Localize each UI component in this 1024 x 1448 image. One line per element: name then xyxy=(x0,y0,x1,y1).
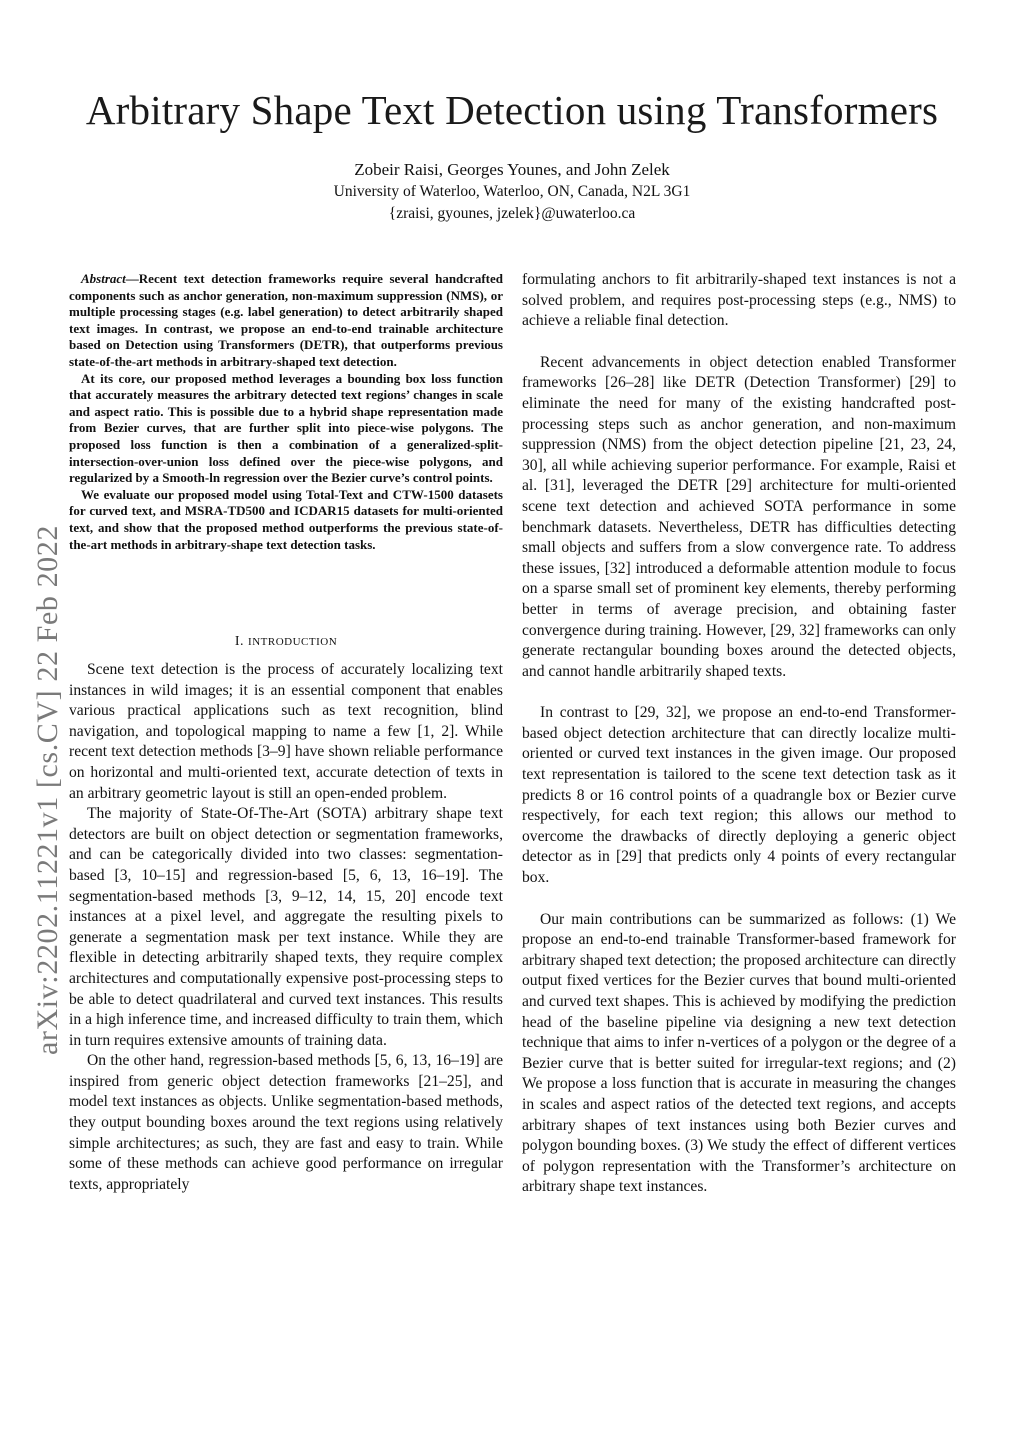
abstract xyxy=(69,271,503,553)
abstract-paragraph: We evaluate our proposed model using Total-Text and CTW-1500 datasets for curved text, and MSRA-TD500 and ICDAR15 datasets for multi-oriented text, and show that the proposed method outperforms the previous state-of-the-art methods in arbitrary-shape text detection tasks. xyxy=(69,486,503,552)
section-heading-introduction xyxy=(69,633,503,651)
intro-paragraph: On the other hand, regression-based methods [5, 6, 13, 16–19] are inspired from generic object detection frameworks [21–25], and model text instances as objects. Unlike segmentation-based methods, they output bounding boxes around the text regions using relatively simple architectures; as such, they are fast and easy to train. While some of these methods can achieve good performance on irregular texts, appropriately xyxy=(69,1052,503,1193)
body-paragraph: In contrast to [29, 32], we propose an end-to-end Transformer-based object detection architecture that can directly localize multi-oriented or curved text instances in the given image. Our proposed text representation is tailored to the scene text detection task as it predicts 8 or 16 control points of a quadrangle box or Bezier curve respectively, for each text region; this allows our method to overcome the drawbacks of directly deploying a generic object detector as in [29] that predicts only 4 points of every rectangular box. xyxy=(522,704,956,887)
body-paragraph: Our main contributions can be summarized as follows: (1) We propose an end-to-end trainable Transformer-based framework for arbitrary shaped text detection; the proposed architecture can directly output fixed vertices for the Bezier curves that bound multi-oriented and curved text shapes. This is achieved by modifying the prediction head of the baseline pipeline via designing a new text detection technique that aims to infer n-vertices of a polygon or the degree of a Bezier curve that is better suited for irregular-text regions; and (2) We propose a loss function that is accurate in measuring the changes in scales and aspect ratios of the detected text regions, and accepts arbitrary shapes of text instances using both Bezier curves and polygon bounding boxes. (3) We study the effect of different vertices of polygon representation with the Transformer’s architecture on arbitrary shape text instances. xyxy=(522,910,956,1196)
section-number: I. xyxy=(234,634,245,649)
intro-paragraph: Scene text detection is the process of accurately localizing text instances in wild images; it is an essential component that enables various practical applications such as text recognition, blind navigation, and topological mapping to name a few [1, 2]. While recent text detection methods [3–9] have shown reliable performance on horizontal and multi-oriented text, accurate detection of texts in an arbitrary geometric layout is still an open-ended problem. xyxy=(69,661,503,802)
intro-paragraph: The majority of State-Of-The-Art (SOTA) arbitrary shape text detectors are built on object detection or segmentation frameworks, and can be categorically divided into two classes: segmentation-based [3, 10–15] and regression-based [5, 6, 13, 16–19]. The segmentation-based methods [3, 9–12, 14, 15, 20] encode text instances at a pixel level, and aggregate the resulting pixels to generate a segmentation mask per text instance. While they are flexible in detecting arbitrarily shaped texts, they require complex architectures and computationally expensive post-processing steps to be able to detect quadrilateral and curved text instances. This results in a high inference time, and increased difficulty to train them, which in turn requires extensive amounts of training data. xyxy=(69,805,503,1049)
body-paragraph: formulating anchors to fit arbitrarily-shaped text instances is not a solved problem, and requires post-processing steps (e.g., NMS) to achieve a reliable final detection. xyxy=(522,271,956,330)
section-title: INTRODUCTION xyxy=(248,636,338,648)
author-list: Zobeir Raisi, Georges Younes, and John Zelek xyxy=(354,160,670,179)
arxiv-identifier: arXiv:2202.11221v1 [cs.CV] 22 Feb 2022 xyxy=(31,525,64,1055)
paper-title: Arbitrary Shape Text Detection using Transformers xyxy=(85,87,939,133)
introduction-body xyxy=(69,660,503,1195)
abstract-paragraph: Abstract—Recent text detection frameworks require several handcrafted components such as anchor generation, non-maximum suppression (NMS), or multiple processing stages (e.g. label generation) to detect arbitrarily shaped text images. In contrast, we propose an end-to-end trainable architecture based on Detection using Transformers (DETR), that outperforms previous state-of-the-art methods in arbitrary-shaped text detection. xyxy=(69,271,503,369)
affiliation: University of Waterloo, Waterloo, ON, Canada, N2L 3G1 xyxy=(333,183,691,200)
author-emails: {zraisi, gyounes, jzelek}@uwaterloo.ca xyxy=(388,205,636,222)
body-paragraph: Recent advancements in object detection enabled Transformer frameworks [26–28] like DETR (Detection Transformer) [29] to eliminate the need for many of the existing handcrafted post-processing steps such as anchor generation, and non-maximum suppression (NMS) from the object detection pipeline [21, 23, 24, 30], all while achieving superior performance. For example, Raisi et al. [31], leveraged the DETR [29] architecture for multi-oriented scene text detection and achieved SOTA performance in some benchmark datasets. Nevertheless, DETR has difficulties detecting small objects and suffers from a slow convergence rate. To address these issues, [32] introduced a deformable attention module to focus on a sparse small set of prominent key elements, thereby performing better in terms of average precision, and obtaining faster convergence during training. However, [29, 32] frameworks can only generate rectangular bounding boxes around the detected objects, and cannot handle arbitrarily shaped texts. xyxy=(522,353,956,680)
abstract-paragraph: At its core, our proposed method leverages a bounding box loss function that accurately measures the arbitrary detected text regions’ changes in scale and aspect ratio. This is possible due to a hybrid shape representation made from Bezier curves, that are further split into piece-wise polygons. The proposed loss function is then a combination of a generalized-split-intersection-over-union loss defined over the piece-wise polygons, and regularized by a Smooth-ln regression over the Bezier curve’s control points. xyxy=(69,370,503,486)
abstract-text: Recent text detection frameworks require several handcrafted components such as anchor generation, non-maximum suppression (NMS), or multiple processing stages (e.g. label generation) to detect arbitrarily shaped text images. In contrast, we propose an end-to-end trainable architecture based on Detection using Transformers (DETR), that outperforms previous state-of-the-art methods in arbitrary-shaped text detection. xyxy=(69,271,503,369)
right-column-body xyxy=(522,270,956,1219)
abstract-label: Abstract xyxy=(81,271,126,286)
